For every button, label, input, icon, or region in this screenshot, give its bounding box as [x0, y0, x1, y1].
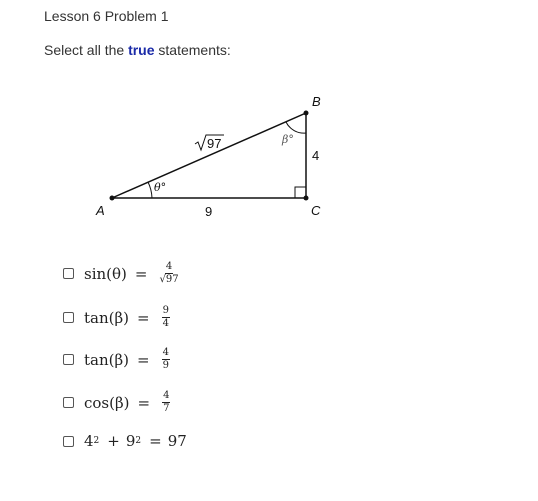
option-1-expression — [84, 262, 179, 285]
option-5-plus: + — [107, 432, 120, 450]
option-2[interactable] — [63, 306, 170, 329]
option-1-checkbox[interactable] — [63, 268, 74, 279]
prompt-text-after: statements: — [154, 42, 231, 58]
option-2-checkbox[interactable] — [63, 312, 74, 323]
option-4-equals: = — [137, 393, 151, 412]
hypotenuse-label-group — [195, 135, 224, 151]
option-3-denominator: 9 — [162, 360, 169, 371]
option-3[interactable] — [63, 348, 170, 371]
theta-arc — [148, 182, 152, 198]
option-2-denominator: 4 — [162, 318, 169, 329]
option-3-expression — [84, 348, 170, 371]
option-5-base-2: 9 — [125, 432, 136, 450]
hypotenuse-label: 97 — [207, 136, 222, 151]
option-4-fraction — [162, 391, 170, 414]
triangle-diagram — [0, 0, 538, 240]
vertex-a-label: A — [96, 203, 105, 218]
theta-label: θ° — [154, 181, 167, 194]
option-4-checkbox[interactable] — [63, 397, 74, 408]
option-5-rhs: 97 — [167, 432, 187, 450]
vertex-b-label: B — [312, 94, 321, 109]
option-1[interactable] — [63, 262, 179, 285]
option-5-checkbox[interactable] — [63, 436, 74, 447]
option-3-fraction — [162, 348, 170, 371]
option-1-denominator: √97 — [159, 274, 179, 285]
option-2-fraction — [162, 306, 170, 329]
option-2-numerator: 9 — [162, 305, 169, 316]
vertex-b-dot — [304, 111, 309, 116]
option-5-exponent-1: 2 — [93, 436, 100, 446]
option-1-equals: = — [134, 264, 148, 283]
option-4-expression — [84, 391, 170, 414]
base-label: 9 — [205, 204, 213, 219]
option-1-fraction — [159, 262, 178, 285]
height-label: 4 — [312, 148, 320, 163]
option-4-lhs: cos(β) — [84, 393, 130, 412]
option-5-equals: = — [149, 432, 162, 450]
vertex-a-dot — [110, 196, 115, 201]
vertex-c-label: C — [311, 203, 321, 218]
beta-arc — [286, 122, 306, 133]
option-5[interactable] — [63, 432, 187, 450]
option-3-equals: = — [137, 350, 150, 369]
option-2-equals: = — [137, 308, 150, 327]
option-4[interactable] — [63, 391, 170, 414]
option-3-checkbox[interactable] — [63, 354, 74, 365]
beta-label: β° — [282, 133, 294, 146]
prompt-emphasis: true — [128, 42, 155, 58]
option-1-numerator: 4 — [165, 261, 173, 272]
option-3-numerator: 4 — [162, 347, 169, 358]
vertex-c-dot — [304, 196, 309, 201]
option-2-expression — [84, 306, 170, 329]
prompt-text-before: Select all the — [44, 42, 129, 58]
option-5-base-1: 4 — [84, 432, 94, 450]
lesson-title: Lesson 6 Problem 1 — [44, 8, 169, 24]
option-3-lhs: tan(β) — [84, 350, 130, 369]
triangle-outline — [112, 113, 306, 198]
option-5-exponent-2: 2 — [135, 436, 142, 446]
option-5-expression — [84, 432, 187, 450]
option-2-lhs: tan(β) — [84, 308, 130, 327]
option-4-numerator: 4 — [163, 390, 170, 401]
option-4-denominator: 7 — [163, 403, 170, 414]
option-1-lhs: sin(θ) — [84, 264, 127, 283]
